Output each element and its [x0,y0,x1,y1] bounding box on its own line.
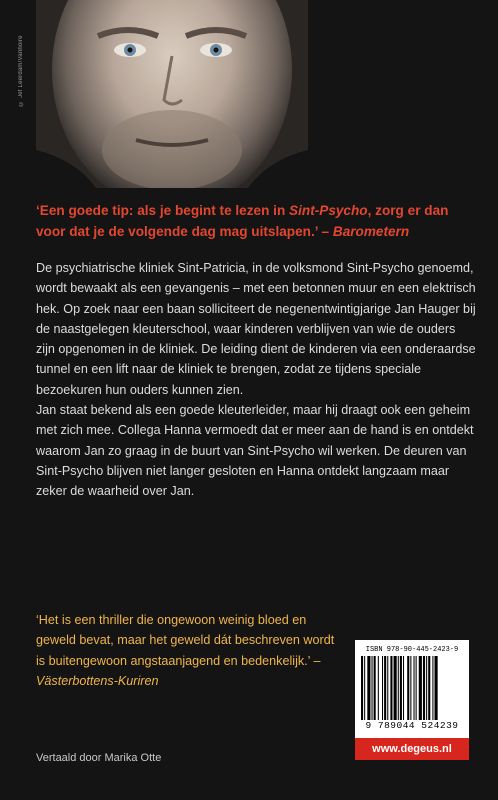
barcode-bar [400,656,402,720]
author-photo [36,0,308,188]
quote-top-title: Sint-Psycho [289,203,368,218]
quote-top-source: Barometern [332,224,410,239]
translator-credit: Vertaald door Marika Otte [36,752,162,764]
quote-top-part2: , zorg er dan voor dat je de volgende dag mag uitslapen.’ – [36,203,449,239]
blurb-paragraph-2: Jan staat bekend als een goede kleuterleider, maar hij draagt ook een geheim met zich mee. Collega Hanna vermoedt dat er meer aan de hand is en ontdekt waarom Jan zo graag in de buurt van Sint-Psycho wil werken. De deuren van Sint-Psycho blijven niet langer gesloten en Hanna ontdekt langzaam maar zeker de waarheid over Jan. [36,403,474,499]
barcode-bar [410,656,411,720]
barcode-bar [407,656,409,720]
barcode-bar [394,656,397,720]
author-portrait-image [36,0,308,188]
publisher-url: www.degeus.nl [355,738,469,760]
barcode-digits: 9 789044 524239 [365,720,459,731]
barcode-bar [432,656,433,720]
barcode-panel [355,640,469,760]
barcode-bar [390,656,392,720]
barcode-bar [419,656,422,720]
barcode-icon [361,656,463,720]
barcode-bar [361,656,363,720]
barcode-bar [378,656,379,720]
quote-bottom-source: Västerbottens-Kuriren [36,673,159,688]
barcode-bar [372,656,373,720]
photo-credit: © Jef Leerdam/Vanhoire [18,35,24,106]
barcode-bar [414,656,415,720]
barcode-bar [423,656,425,720]
quote-bottom-text: ‘Het is een thriller die ongewoon weinig bloed en geweld bevat, maar het geweld dát beschreven wordt is buitengewoon angstaanjagend en bedenkelijk.’ – [36,613,335,668]
barcode-bar [416,656,417,720]
review-quote-bottom [36,610,336,691]
barcode-bar [387,656,388,720]
barcode-bar [426,656,427,720]
review-quote-top [36,200,476,242]
blurb [36,258,476,502]
barcode-bar [403,656,404,720]
barcode-bar [364,656,365,720]
barcode-bar [384,656,386,720]
barcode-bar [398,656,399,720]
barcode-bar [374,656,376,720]
barcode-bar [382,656,383,720]
blurb-paragraph-1: De psychiatrische kliniek Sint-Patricia, in de volksmond Sint-Psycho genoemd, wordt bewaakt als een gevangenis – met een betonnen muur en een elektrisch hek. Op zoek naar een baan solliciteert de negenentwintigjarige Jan Hauger bij de naastgelegen kleuterschool, waar kinderen verblijven van wie de ouders zijn opgenomen in de kliniek. De leiding dient de kinderen via een onderaardse tunnel en een lift naar de kliniek te brengen, zodat ze tijdens speciale bezoekuren hun ouders kunnen zien. [36,261,476,397]
quote-top-part1: ‘Een goede tip: als je begint te lezen in [36,203,290,218]
isbn-label: ISBN 978-90-445-2423-9 [365,646,459,654]
barcode-bar [428,656,430,720]
barcode-bar [435,656,438,720]
barcode-bar [367,656,370,720]
